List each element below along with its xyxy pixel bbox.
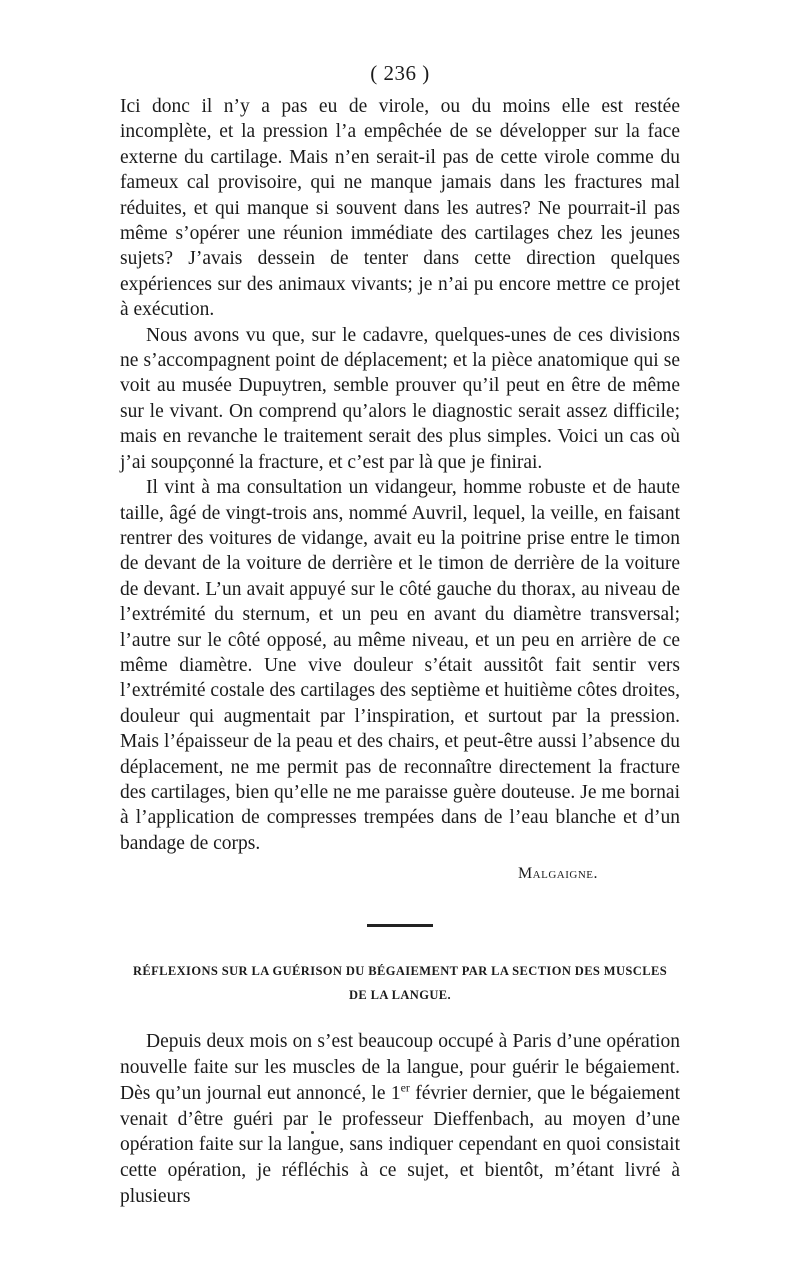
paragraph-begaiement: [120, 1029, 680, 1210]
paragraph-begaiement-text-b: février dernier, que le bégaiement venait d’être guéri par le professeur Dieffenbach, au moyen d’une opération faite sur la langue, sans indiquer cependant en quoi consistait cette opération, je réfléchis à ce sujet, et bientôt, m’étant livré à plusieurs: [120, 1082, 680, 1207]
section-title: [120, 959, 680, 1007]
author-signature: Malgaigne.: [517, 865, 598, 883]
page-number: ( 236 ): [370, 61, 430, 85]
paragraph-begaiement-text-a: Depuis deux mois on s’est beaucoup occupé à Paris d’une opération nouvelle faite sur les muscles de la langue, pour guérir le bégaiement. Dès qu’un journal eut annoncé, le 1: [120, 1031, 680, 1104]
paragraph-virole: Ici donc il n’y a pas eu de virole, ou du moins elle est restée incomplète, et la pression l’a empêchée de se développer sur la face externe du cartilage. Mais n’en serait-il pas de cette virole comme du fameux cal provisoire, qui ne manque jamais dans les fractures mal réduites, et qui manque si souvent dans les autres? Ne pourrait-il pas même s’opérer une réunion immédiate des cartilages chez les jeunes sujets? J’avais dessein de tenter dans cette direction quelques expériences sur des animaux vivants; je n’ai pu encore mettre ce projet à exécution.: [120, 96, 680, 321]
section-title-line-1: RÉFLEXIONS SUR LA GUÉRISON DU BÉGAIEMENT PAR LA SECTION DES MUSCLES: [132, 964, 668, 979]
document-page: [120, 58, 680, 1210]
section-body: [120, 1029, 680, 1210]
paragraph-case-vidangeur: Il vint à ma consultation un vidangeur, homme robuste et de haute taille, âgé de vingt-trois ans, nommé Auvril, lequel, la veille, en faisant rentrer des voitures de vidange, avait eu la poitrine prise entre le timon de devant de la voiture de derrière et le timon de derrière de la voiture de devant. L’un avait appuyé sur le côté gauche du thorax, au niveau de l’extrémité du sternum, et un peu en avant du diamètre transversal; l’autre sur le côté opposé, au même niveau, et un peu en arrière de ce même diamètre. Une vive douleur s’était aussitôt fait sentir vers l’extrémité costale des cartilages des septième et huitième côtes droites, douleur qui augmentait par l’inspiration, et surtout par la pression. Mais l’épaisseur de la peau et des chairs, et peut-être aussi l’absence du déplacement, ne me permit pas de reconnaître directement la fracture des cartilages, bien qu’elle ne me paraisse guère douteuse. Je me bornai à l’application de compresses trempées dans de l’eau blanche et d’un bandage de corps.: [120, 477, 680, 854]
ink-speck: [311, 1131, 314, 1134]
section-title-line-2: DE LA LANGUE.: [348, 988, 452, 1003]
section-divider: [367, 924, 433, 927]
ordinal-superscript: er: [400, 1080, 410, 1095]
paragraph-cadavre: Nous avons vu que, sur le cadavre, quelques-unes de ces divisions ne s’accompagnent point de déplacement; et la pièce anatomique qui se voit au musée Dupuytren, semble prouver qu’il peut en être de même sur le vivant. On comprend qu’alors le diagnostic serait assez difficile; mais en revanche le traitement serait des plus simples. Voici un cas où j’ai soupçonné la fracture, et c’est par là que je finirai.: [120, 324, 680, 473]
